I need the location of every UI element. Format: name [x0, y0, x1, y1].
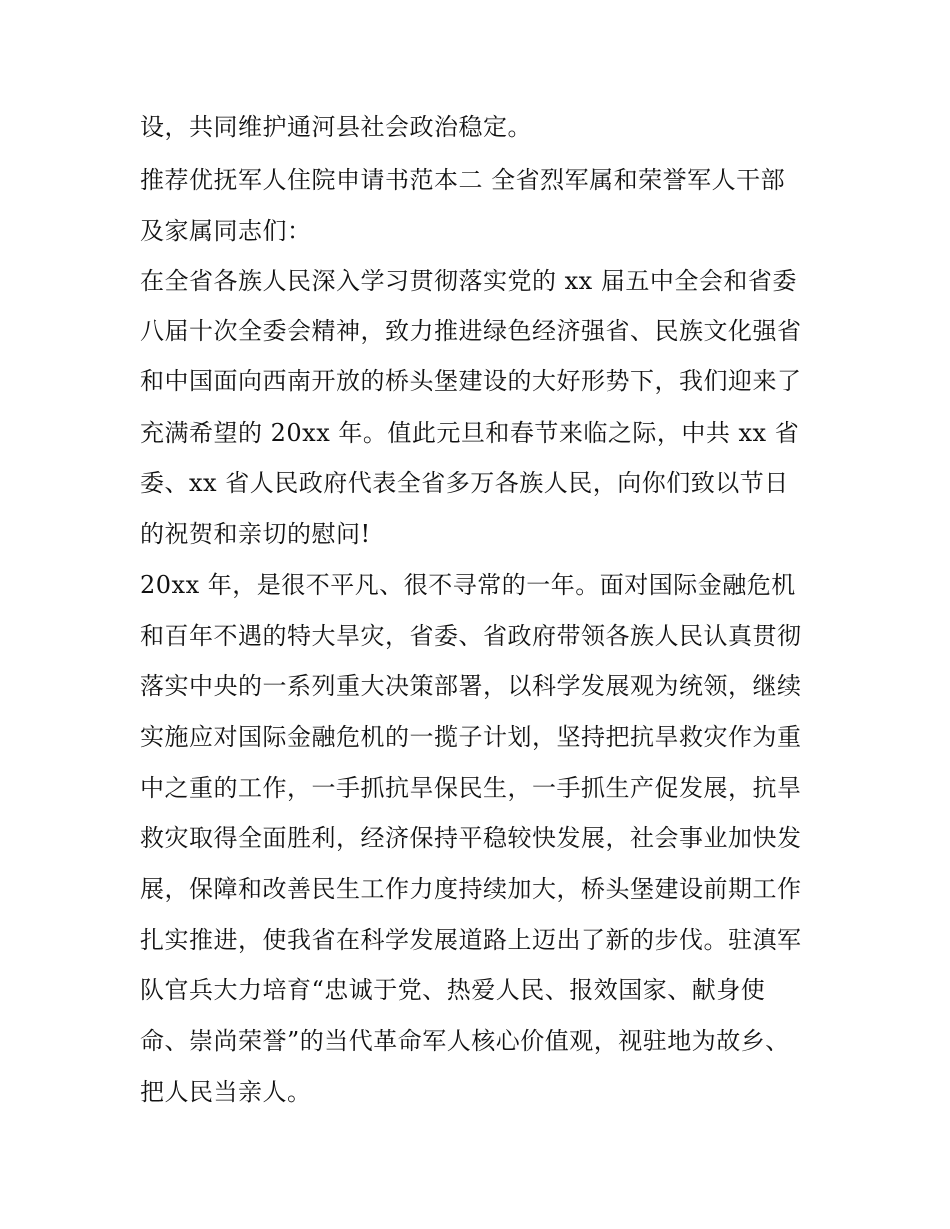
text-line-5: 八届十次全委会精神，致力推进绿色经济强省、民族文化强省: [140, 317, 802, 345]
text-line-16: 展，保障和改善民生工作力度持续加大，桥头堡建设前期工作: [140, 875, 802, 903]
text-line-15: 救灾取得全面胜利，经济保持平稳较快发展，社会事业加快发: [140, 824, 802, 852]
text-line-7: 充满希望的 20xx 年。值此元旦和春节来临之际，中共 xx 省: [140, 419, 800, 447]
text-line-1: 设，共同维护通河县社会政治稳定。: [140, 113, 532, 141]
text-line-18: 队官兵大力培育“忠诚于党、热爱人民、报效国家、献身使: [140, 976, 766, 1004]
text-line-20: 把人民当亲人。: [140, 1078, 312, 1106]
text-line-19: 命、崇尚荣誉”的当代革命军人核心价值观，视驻地为故乡、: [140, 1027, 790, 1055]
text-line-3: 及家属同志们：: [140, 217, 312, 245]
text-line-4: 在全省各族人民深入学习贯彻落实党的 xx 届五中全会和省委: [140, 267, 797, 295]
text-line-9: 的祝贺和亲切的慰问!: [140, 520, 371, 548]
text-line-17: 扎实推进，使我省在科学发展道路上迈出了新的步伐。驻滇军: [140, 926, 802, 954]
text-line-13: 实施应对国际金融危机的一揽子计划，坚持把抗旱救灾作为重: [140, 723, 802, 751]
text-line-12: 落实中央的一系列重大决策部署，以科学发展观为统领，继续: [140, 672, 802, 700]
text-line-8: 委、xx 省人民政府代表全省多万各族人民，向你们致以节日: [140, 469, 789, 497]
text-line-6: 和中国面向西南开放的桥头堡建设的大好形势下，我们迎来了: [140, 367, 802, 395]
text-line-14: 中之重的工作，一手抓抗旱保民生，一手抓生产促发展，抗旱: [140, 774, 802, 802]
text-line-11: 和百年不遇的特大旱灾，省委、省政府带领各族人民认真贯彻: [140, 622, 802, 650]
text-line-10: 20xx 年，是很不平凡、很不寻常的一年。面对国际金融危机: [140, 571, 796, 599]
text-line-2: 推荐优抚军人住院申请书范本二 全省烈军属和荣誉军人干部: [140, 166, 786, 194]
